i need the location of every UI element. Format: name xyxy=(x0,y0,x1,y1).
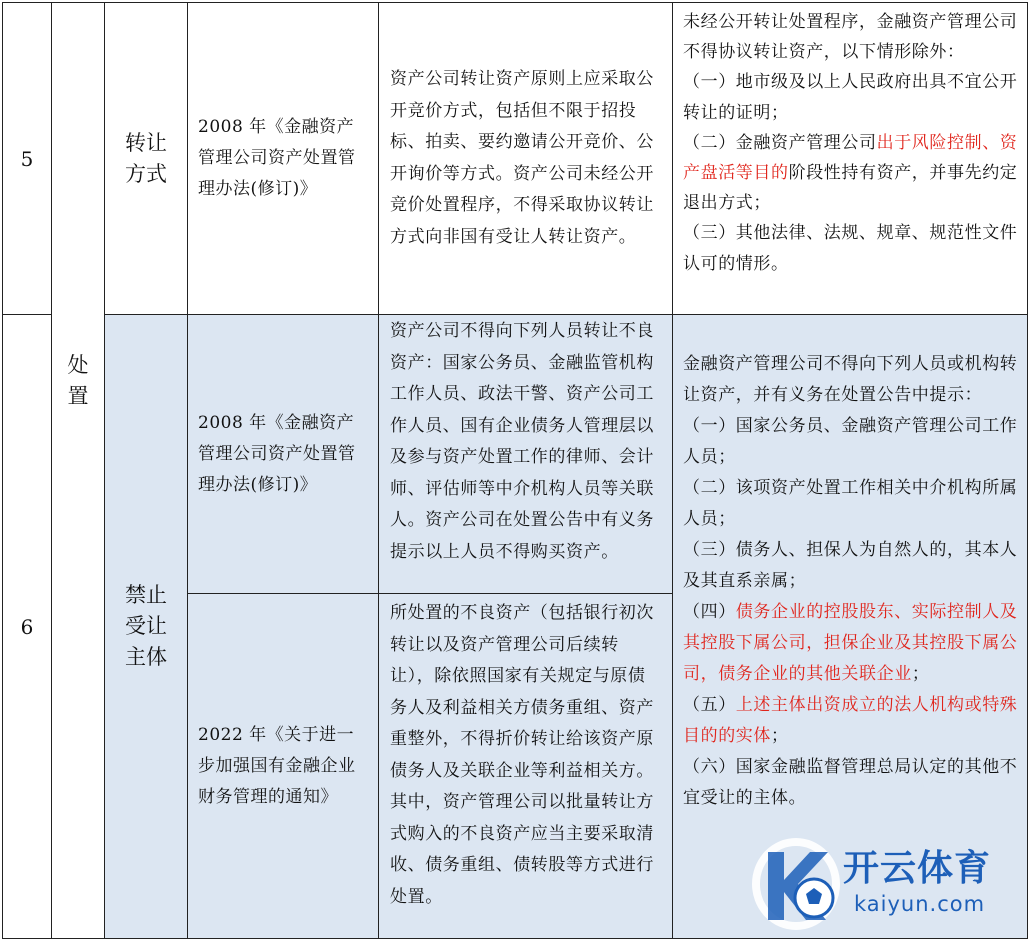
law-title: 2008 年《金融资产管理公司资产处置管理办法(修订)》 xyxy=(198,412,356,495)
kaiyun-logo-icon xyxy=(748,832,848,932)
highlight-text: 债务企业的控股股东、实际控制人及其控股下属公司，担保企业及其控股下属公司，债务企业的其他关联企业 xyxy=(683,602,1018,684)
law-2022-row6 xyxy=(187,593,379,939)
law-2008-row5 xyxy=(187,2,379,315)
item-cell-prohibited-transferees xyxy=(104,314,188,939)
category-char: 处 xyxy=(67,353,89,377)
item-label: 主体 xyxy=(125,645,167,669)
prohibited-3: （三）债务人、担保人为自然人的，其本人及其直系亲属； xyxy=(683,540,1018,591)
exception-2: （二）金融资产管理公司出于风险控制、资产盘活等目的阶段性持有资产，并事先约定退出方式； xyxy=(683,132,1018,214)
old-rule-text: 资产公司不得向下列人员转让不良资产：国家公务员、金融监管机构工作人员、政法干警、资产公司工作人员、国有企业债务人管理层以及参与资产处置工作的律师、会计师、评估师等中介机构人员等关联人。资产公司在处置公告中有义务提示以上人员不得购买资产。 xyxy=(390,321,654,562)
row-number-6 xyxy=(2,314,52,939)
old-rule-2008-row6 xyxy=(378,314,673,594)
category-cell xyxy=(51,2,105,939)
prohibited-6: （六）国家金融监督管理总局认定的其他不宜受让的主体。 xyxy=(683,757,1018,808)
item-label: 禁止 xyxy=(125,583,167,607)
old-rule-row5 xyxy=(378,2,673,315)
prohibited-1: （一）国家公务员、金融资产管理公司工作人员； xyxy=(683,416,1018,467)
law-2008-row6 xyxy=(187,314,379,594)
old-rule-text: 资产公司转让资产原则上应采取公开竞价方式，包括但不限于招投标、拍卖、要约邀请公开竞价、公开询价等方式。资产公司未经公开竞价处置程序，不得采取协议转让方式向非国有受让人转让资产。 xyxy=(390,69,654,247)
watermark-brand: 开云体育 xyxy=(843,848,992,889)
row-number-5 xyxy=(2,2,52,315)
prohibited-5: （五）上述主体出资成立的法人机构或特殊目的的实体； xyxy=(683,695,1018,746)
category-char: 置 xyxy=(67,384,89,408)
item-label: 方式 xyxy=(125,161,167,186)
row-number: 5 xyxy=(20,146,34,171)
kaiyun-watermark xyxy=(748,832,1023,932)
exception-1: （一）地市级及以上人民政府出具不宜公开转让的证明； xyxy=(683,72,1018,123)
row-number: 6 xyxy=(20,614,34,639)
new-rule-intro: 未经公开转让处置程序，金融资产管理公司不得协议转让资产，以下情形除外： xyxy=(683,12,1018,63)
old-rule-2022-row6 xyxy=(378,593,673,939)
highlight-text: 出于风险控制、资产盘活等目的 xyxy=(683,132,1018,184)
new-rule-intro: 金融资产管理公司不得向下列人员或机构转让资产，并有义务在处置公告中提示： xyxy=(683,354,1018,405)
watermark-domain: kaiyun.com xyxy=(854,892,986,916)
law-title: 2008 年《金融资产管理公司资产处置管理办法(修订)》 xyxy=(198,117,356,199)
prohibited-2: （二）该项资产处置工作相关中介机构所属人员； xyxy=(683,478,1018,529)
item-label: 转让 xyxy=(125,130,167,155)
exception-3: （三）其他法律、法规、规章、规范性文件认可的情形。 xyxy=(683,223,1018,274)
law-title: 2022 年《关于进一步加强国有金融企业财务管理的通知》 xyxy=(198,724,356,807)
old-rule-text: 所处置的不良资产（包括银行初次转让以及资产管理公司后续转让），除依照国家有关规定与原债务人及利益相关方债务重组、资产重整外，不得折价转让给该资产原债务人及关联企业等利益相关方。其中，资产管理公司以批量转让方式购入的不良资产应当主要采取清收、债务重组、债转股等方式进行处置。 xyxy=(390,603,654,907)
prohibited-4: （四）债务企业的控股股东、实际控制人及其控股下属公司，担保企业及其控股下属公司，债务企业的其他关联企业； xyxy=(683,602,1018,684)
highlight-text: 上述主体出资成立的法人机构或特殊目的的实体 xyxy=(683,695,1018,746)
item-label: 受让 xyxy=(125,614,167,638)
item-cell-transfer-method xyxy=(104,2,188,315)
new-rule-row5 xyxy=(672,2,1028,315)
